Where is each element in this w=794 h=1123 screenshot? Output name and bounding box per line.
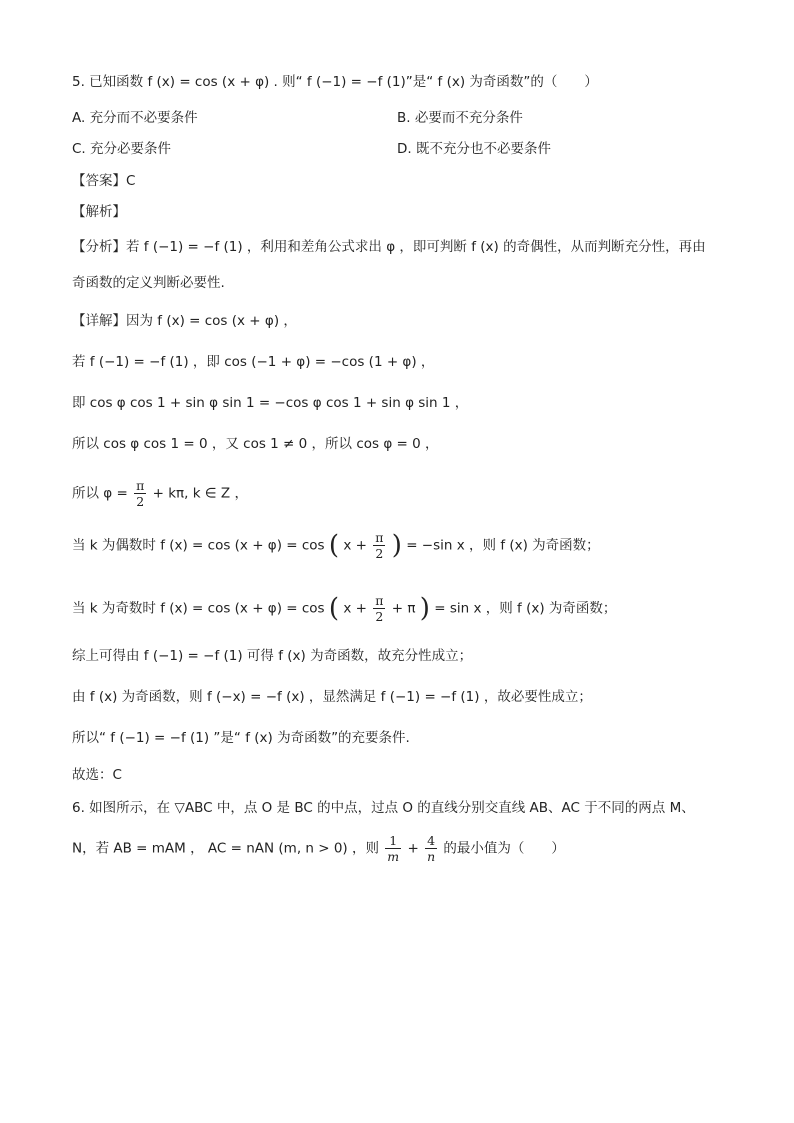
x-plus: x + <box>343 537 367 554</box>
fraction-pi-over-2 <box>373 593 385 624</box>
fraction-numerator: π <box>136 478 145 493</box>
plus-sign: + <box>407 840 419 857</box>
q5-step6-suffix: = sin x ，则 f (x) 为奇函数； <box>434 600 617 617</box>
fraction-numerator: 4 <box>425 833 437 849</box>
q5-step5-prefix: 当 k 为偶数时 f (x) = cos (x + φ) = cos <box>72 537 325 554</box>
q5-step6 <box>72 593 616 624</box>
q5-step4 <box>72 478 248 509</box>
fraction-denominator: n <box>427 849 436 864</box>
fraction-numerator: 1 <box>385 833 401 849</box>
q5-option-b: B. 必要而不充分条件 <box>397 110 523 126</box>
q5-step5-suffix: = −sin x ，则 f (x) 为奇函数； <box>406 537 600 554</box>
q5-choose: 故选：C <box>72 767 122 783</box>
fraction-numerator: π <box>375 530 384 545</box>
fraction-denominator: 2 <box>136 494 145 509</box>
q5-step9: 所以“ f (−1) = −f (1) ”是“ f (x) 为奇函数”的充要条件. <box>72 730 410 746</box>
fraction-4-over-n <box>425 833 437 864</box>
right-paren: ) <box>391 530 402 561</box>
q5-answer: 【答案】C <box>72 173 136 189</box>
q5-xiangjie: 【详解】因为 f (x) = cos (x + φ) ， <box>72 313 297 329</box>
q5-step3: 所以 cos φ cos 1 = 0 ，又 cos 1 ≠ 0 ，所以 cos φ = 0 ， <box>72 436 439 452</box>
fraction-numerator: π <box>375 593 384 608</box>
q6-line2-prefix: N，若 AB = mAM ， AC = nAN (m, n > 0) ，则 <box>72 840 379 857</box>
q5-analysis-title: 【解析】 <box>72 204 126 220</box>
q5-option-d: D. 既不充分也不必要条件 <box>397 141 551 157</box>
fraction-denominator: m <box>387 849 400 864</box>
left-paren: ( <box>328 593 340 624</box>
left-paren: ( <box>328 530 340 561</box>
q5-step5 <box>72 530 600 561</box>
fraction-pi-over-2 <box>373 530 385 561</box>
q5-step1: 若 f (−1) = −f (1) ，即 cos (−1 + φ) = −cos (1 + φ) ， <box>72 354 435 370</box>
x-plus: x + <box>343 600 367 617</box>
q5-step7: 综上可得由 f (−1) = −f (1) 可得 f (x) 为奇函数，故充分性成立； <box>72 648 473 664</box>
q6-line2 <box>72 833 565 864</box>
q5-stem: 5. 已知函数 f (x) = cos (x + φ) . 则“ f (−1) = −f (1)”是“ f (x) 为奇函数”的（ ） <box>72 74 598 90</box>
q5-step8: 由 f (x) 为奇函数，则 f (−x) = −f (x) ，显然满足 f (−1) = −f (1) ，故必要性成立； <box>72 689 592 705</box>
q5-fenxi-line2: 奇函数的定义判断必要性. <box>72 275 225 291</box>
q5-fenxi-line1: 【分析】若 f (−1) = −f (1) ，利用和差角公式求出 φ ，即可判断 f (x) 的奇偶性，从而判断充分性，再由 <box>72 239 706 255</box>
q5-step2: 即 cos φ cos 1 + sin φ sin 1 = −cos φ cos 1 + sin φ sin 1 ， <box>72 395 469 411</box>
q5-option-a: A. 充分而不必要条件 <box>72 110 198 126</box>
q5-step4-suffix: + kπ, k ∈ Z ， <box>152 485 248 502</box>
q5-step4-prefix: 所以 φ = <box>72 485 128 502</box>
plus-pi: + π <box>391 600 416 617</box>
q6-line1: 6. 如图所示，在 ▽ABC 中，点 O 是 BC 的中点，过点 O 的直线分别交直线 AB、AC 于不同的两点 M、 <box>72 800 695 816</box>
q5-option-c: C. 充分必要条件 <box>72 141 172 157</box>
fraction-1-over-m <box>385 833 401 864</box>
q5-step6-prefix: 当 k 为奇数时 f (x) = cos (x + φ) = cos <box>72 600 325 617</box>
fraction-pi-over-2 <box>134 478 146 509</box>
fraction-denominator: 2 <box>375 546 384 561</box>
fraction-denominator: 2 <box>375 609 384 624</box>
right-paren: ) <box>419 593 430 624</box>
q6-line2-suffix: 的最小值为（ ） <box>443 840 565 857</box>
